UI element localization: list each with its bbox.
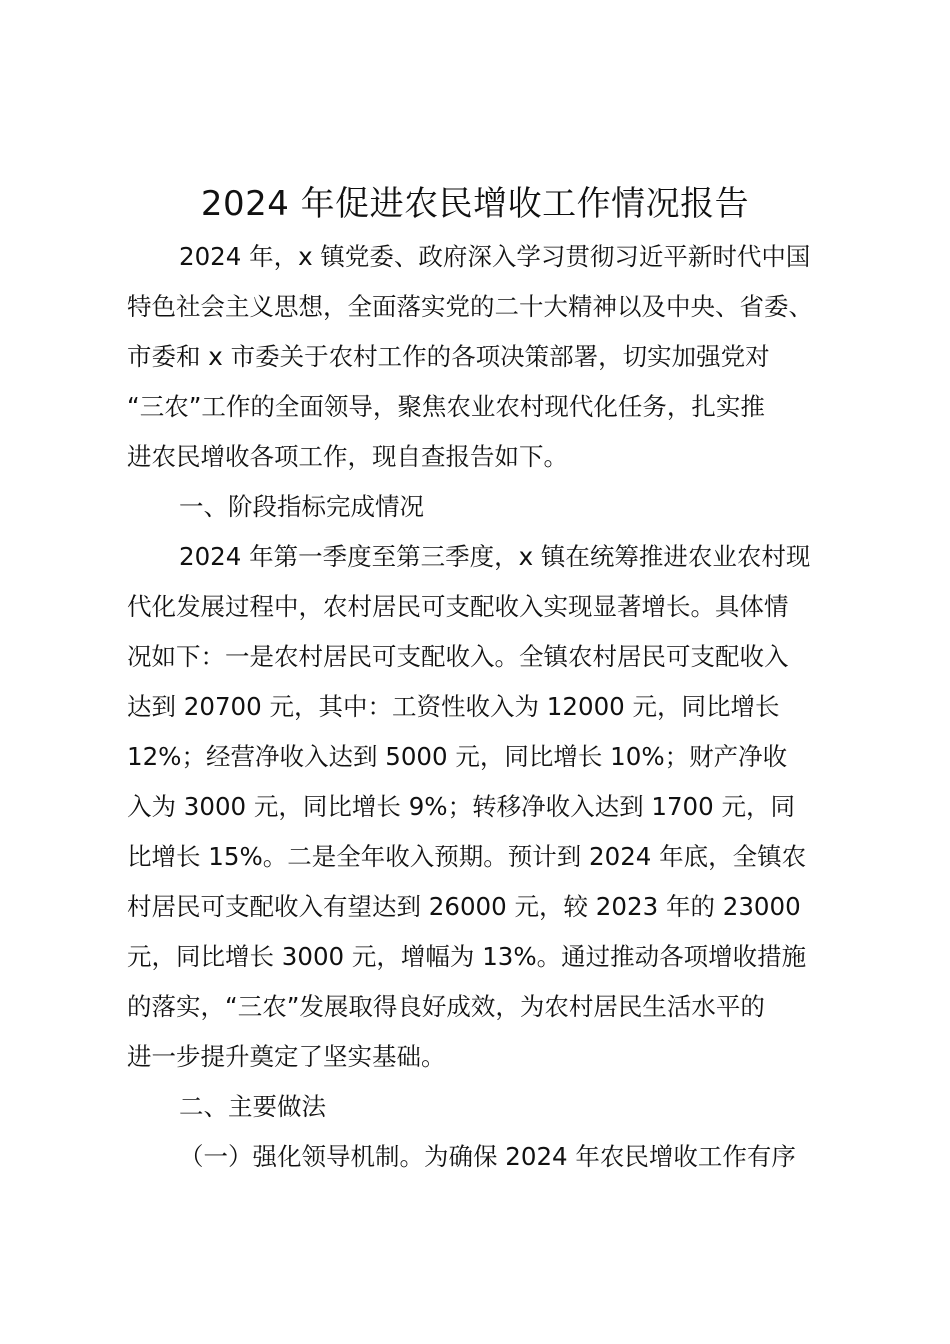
paragraph-indicators-line-9: 元，同比增长 3000 元，增幅为 13%。通过推动各项增收措施 — [127, 942, 807, 971]
paragraph-indicators-line-8: 村居民可支配收入有望达到 26000 元，较 2023 年的 23000 — [127, 892, 801, 921]
subsection-1-line-1: （一）强化领导机制。为确保 2024 年农民增收工作有序 — [179, 1142, 796, 1171]
document-body — [127, 232, 839, 1182]
paragraph-intro-line-2: 特色社会主义思想，全面落实党的二十大精神以及中央、省委、 — [127, 292, 813, 321]
paragraph-intro-line-1: 2024 年，x 镇党委、政府深入学习贯彻习近平新时代中国 — [179, 242, 811, 271]
paragraph-indicators-line-7: 比增长 15%。二是全年收入预期。预计到 2024 年底，全镇农 — [127, 842, 807, 871]
paragraph-intro-line-4: “三农”工作的全面领导，聚焦农业农村现代化任务，扎实推 — [127, 392, 765, 421]
paragraph-indicators-line-6: 入为 3000 元，同比增长 9%；转移净收入达到 1700 元，同 — [127, 792, 796, 821]
paragraph-indicators-line-5: 12%；经营净收入达到 5000 元，同比增长 10%；财产净收 — [127, 742, 788, 771]
paragraph-intro-line-5: 进农民增收各项工作，现自查报告如下。 — [127, 442, 568, 471]
paragraph-indicators-line-10: 的落实，“三农”发展取得良好成效，为农村居民生活水平的 — [127, 992, 765, 1021]
paragraph-indicators-line-2: 代化发展过程中，农村居民可支配收入实现显著增长。具体情 — [127, 592, 789, 621]
paragraph-indicators-line-1: 2024 年第一季度至第三季度，x 镇在统筹推进农业农村现 — [179, 542, 811, 571]
paragraph-indicators-line-4: 达到 20700 元，其中：工资性收入为 12000 元，同比增长 — [127, 692, 780, 721]
section-heading-2: 二、主要做法 — [179, 1092, 326, 1121]
paragraph-indicators-line-3: 况如下：一是农村居民可支配收入。全镇农村居民可支配收入 — [127, 642, 789, 671]
paragraph-intro-line-3: 市委和 x 市委关于农村工作的各项决策部署，切实加强党对 — [127, 342, 770, 371]
paragraph-indicators-line-11: 进一步提升奠定了坚实基础。 — [127, 1042, 446, 1071]
document-title: 2024 年促进农民增收工作情况报告 — [200, 184, 750, 224]
section-heading-1: 一、阶段指标完成情况 — [179, 492, 424, 521]
